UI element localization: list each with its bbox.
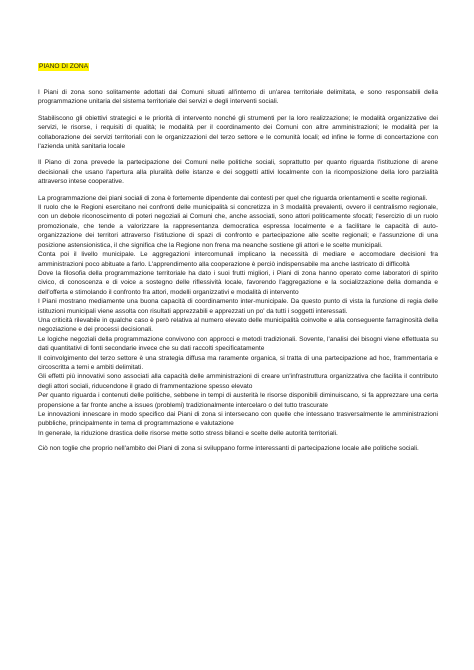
paragraph: I Piani mostrano mediamente una buona capacità di coordinamento inter-municipale. Da questo punto di vista la funzione di regia delle istituzioni municipali viene assolta con risultati apprezzabili e apprezzati un po' da tutti i soggetti interessati.	[38, 298, 438, 315]
paragraph: Gli effetti più innovativi sono associati alla capacità delle amministrazioni di creare un'infrastruttura organizzativa che facilita il contributo degli attori sociali, riducendone il grado di frammentazione spesso elevato	[38, 373, 438, 390]
document-title: PIANO DI ZONA	[39, 63, 89, 70]
paragraph: Dove la filosofia della programmazione territoriale ha dato i suoi frutti migliori, i Piani di zona hanno operato come laboratori di spirito civico, di conoscenza e di voice a sostegno delle riflessività locale, favorendo l'aggregazione e la socializzazione della domanda e dell'offerta e stimolando il confronto fra attori, modelli organizzativi e modalità di intervento	[38, 269, 438, 296]
paragraph: Conta poi il livello municipale. Le aggregazioni intercomunali implicano la necessità di mediare e accomodare decisioni fra amministrazioni poco abituate a farlo. L'apprendimento alla cooperazione è perciò indispensabile ma anche lastricato di difficoltà	[38, 251, 438, 268]
paragraph: Ciò non toglie che proprio nell'ambito dei Piani di zona si sviluppano forme interessanti di partecipazione locale alle politiche sociali.	[38, 445, 419, 453]
paragraph: In generale, la riduzione drastica delle risorse mette sotto stress bilanci e scelte delle autorità territoriali.	[38, 429, 338, 437]
paragraph: I Piani di zona sono solitamente adottati dai Comuni situati all'interno di un'area territoriale delimitata, e sono responsabili della programmazione unitaria del sistema territoriale dei servizi e degli interventi sociali.	[38, 89, 438, 106]
paragraph: Il ruolo che le Regioni esercitano nei confronti delle municipalità si concretizza in 3 modalità prevalenti, ovvero il centralismo regionale, con un debole riconoscimento di poteri negoziali ai Comuni che, anche associati, sono attori politicamente sfocati; l'esercizio di un ruolo promozionale, che tende a valorizzare la rappresentanza democratica espressa localmente e a facilitare le capacità di auto-organizzazione dei territori attraverso l'istituzione di spazi di confronto e partecipazione alle scelte regionali; e l'assunzione di una posizione astensionistica, il che significa che la Regione non frena ma neanche sostiene gli attori e le scelte municipali.	[38, 204, 438, 249]
paragraph: Il Piano di zona prevede la partecipazione dei Comuni nelle politiche sociali, soprattutto per quanto riguarda l'istituzione di arene decisionali che usano l'apertura alla pluralità delle istanze e dei soggetti attivi localmente con la ricomposizione della loro parzialità attraverso intese cooperative.	[38, 159, 438, 186]
paragraph: Il coinvolgimento del terzo settore è una strategia diffusa ma raramente organica, si tratta di una partecipazione ad hoc, frammentaria e circoscritta a temi e ambiti delimitati.	[38, 354, 438, 371]
paragraph: La programmazione dei piani sociali di zona è fortemente dipendente dai contesti per quel che riguarda orientamenti e scelte regionali.	[38, 194, 428, 202]
paragraph: Per quanto riguarda i contenuti delle politiche, sebbene in tempi di austerità le risorse disponibili diminuiscano, si fa apprezzare una certa propensione a far fronte anche a issues (problemi) tradizionalmente intercelaro o del tutto trascurate	[38, 392, 438, 409]
paragraph: Le innovazioni innescare in modo specifico dai Piani di zona si intersecano con quelle che intessano trasversalmente le amministrazioni pubbliche, principalmente in tema di programmazione e valutazione	[38, 411, 438, 428]
paragraph: Una criticità rilevabile in qualche caso è però relativa al numero elevato delle municipalità coinvolte e alla conseguente farraginosità della negoziazione e dei processi decisionali.	[38, 316, 438, 334]
paragraph: Stabiliscono gli obiettivi strategici e le priorità di intervento nonché gli strumenti per la loro realizzazione; le modalità organizzative dei servizi, le risorse, i requisiti di qualità; le modalità per il coordinamento dei Comuni con altre amministrazioni; le modalità per la collaborazione dei servizi territoriali con le organizzazioni del terzo settore e le comunità locali; ed infine le forme di concertazione con l'azienda unità sanitaria locale	[38, 114, 438, 151]
paragraph: Le logiche negoziali della programmazione convivono con approcci e metodi tradizionali. Sovente, l'analisi dei bisogni viene effettuata su dati quantitativi di fonti secondarie invece che su dati raccolti specificatamente	[38, 335, 438, 353]
